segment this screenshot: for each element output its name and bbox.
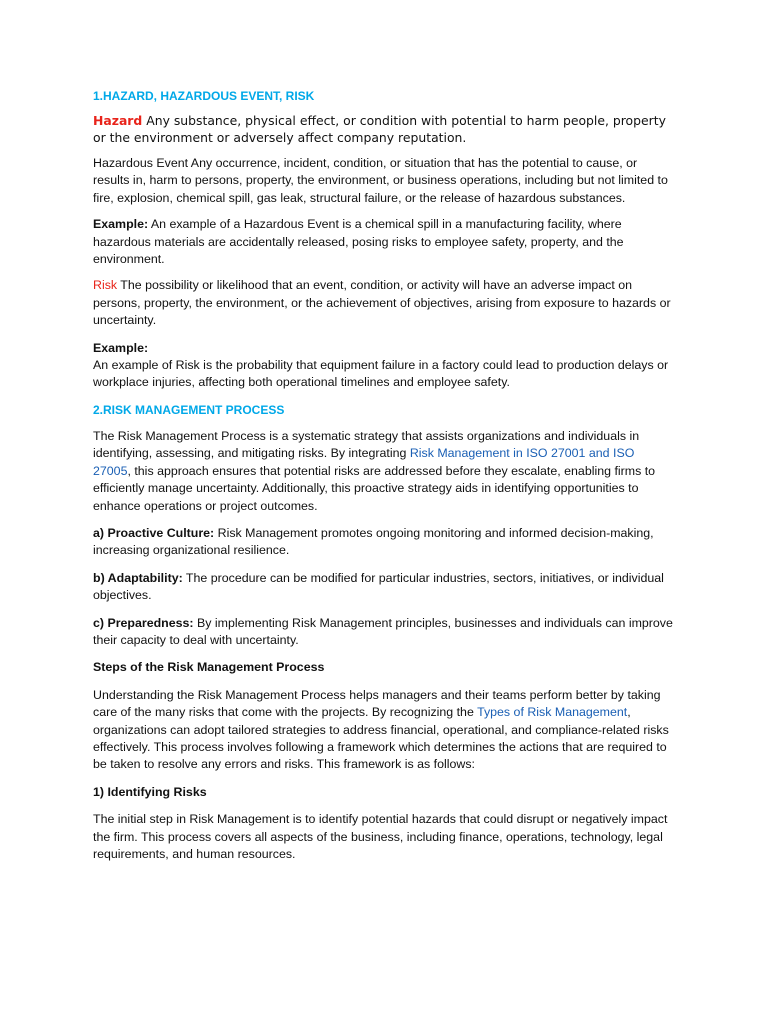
- point-c-paragraph: [93, 615, 675, 650]
- hazard-term: Hazard: [93, 113, 143, 128]
- example-2-paragraph: An example of Risk is the probability that equipment failure in a factory could lead to production delays or workplace injuries, affecting both operational timelines and employee safety.: [93, 358, 669, 390]
- example-1-label: Example:: [93, 217, 149, 232]
- hazardous-event-paragraph: Hazardous Event Any occurrence, incident, condition, or situation that has the potential to cause, or results in, harm to persons, property, the environment, or business operations, including but not limited to fire, explosion, chemical spill, gas leak, structural failure, or the release of hazardous substances.: [93, 156, 668, 205]
- point-c-text: By implementing Risk Management principles, businesses and individuals can improve their capacity to deal with uncertainty.: [93, 615, 673, 647]
- example-1-text: An example of a Hazardous Event is a chemical spill in a manufacturing facility, where hazardous materials are accidentally released, posing risks to employee safety, property, and the environment.: [93, 217, 624, 267]
- hazard-definition-text: Any substance, physical effect, or condition with potential to harm people, property or the environment or adversely affect company reputation.: [93, 113, 666, 145]
- risk-term: Risk: [93, 278, 118, 293]
- steps-heading: [93, 659, 675, 676]
- step-1-heading-text: 1) Identifying Risks: [93, 784, 207, 799]
- example-1-paragraph: [93, 216, 675, 268]
- steps-before: Understanding the Risk Management Process helps managers and their teams perform better by taking care of the many risks that come with the projects. By recognizing the: [93, 687, 661, 720]
- example-2-label-line: [93, 340, 675, 357]
- risk-definition: [93, 277, 675, 329]
- steps-paragraph: [93, 687, 675, 774]
- types-of-risk-management-link[interactable]: Types of Risk Management: [477, 705, 628, 720]
- section-1-heading: 1.HAZARD, HAZARDOUS EVENT, RISK: [93, 89, 315, 103]
- section-2-heading: 2.RISK MANAGEMENT PROCESS: [93, 402, 285, 417]
- hazard-definition: [93, 113, 675, 146]
- steps-after: , organizations can adopt tailored strategies to address financial, operational, and compliance-related risks effectively. This process involves following a framework which determines the actions that are required to be taken to resolve any errors and risks. This framework is as follows:: [93, 705, 669, 772]
- point-a-paragraph: [93, 525, 675, 560]
- example-2-label: Example:: [93, 340, 149, 355]
- rmp-intro-before: The Risk Management Process is a systematic strategy that assists organizations and individuals in identifying, assessing, and mitigating risks. By integrating: [93, 428, 640, 461]
- point-b-text: The procedure can be modified for particular industries, sectors, initiatives, or individual objectives.: [93, 570, 664, 603]
- iso-27001-link[interactable]: Risk Management in ISO 27001 and ISO 27005: [93, 446, 635, 478]
- point-c-label: c) Preparedness:: [93, 615, 194, 630]
- step-1-heading: [93, 784, 675, 801]
- point-b-label: b) Adaptability:: [93, 570, 183, 585]
- risk-definition-text: The possibility or likelihood that an event, condition, or activity will have an adverse impact on persons, property, the environment, or the achievement of objectives, arising from exposure to hazards or uncertainty.: [93, 278, 671, 328]
- step-1-paragraph: The initial step in Risk Management is to identify potential hazards that could disrupt or negatively impact the firm. This process covers all aspects of the business, including finance, operations, technology, legal requirements, and human resources.: [93, 812, 668, 861]
- rmp-intro-after: , this approach ensures that potential risks are addressed before they escalate, enabling firms to efficiently manage uncertainty. Additionally, this proactive strategy aids in identifying opportunities to enhance operations or project outcomes.: [93, 463, 656, 513]
- rmp-intro-paragraph: [93, 428, 675, 515]
- point-b-paragraph: [93, 570, 675, 605]
- point-a-text: Risk Management promotes ongoing monitoring and informed decision-making, increasing organizational resilience.: [93, 525, 654, 558]
- point-a-label: a) Proactive Culture:: [93, 525, 215, 540]
- steps-heading-text: Steps of the Risk Management Process: [93, 660, 325, 675]
- document-content: [93, 88, 675, 863]
